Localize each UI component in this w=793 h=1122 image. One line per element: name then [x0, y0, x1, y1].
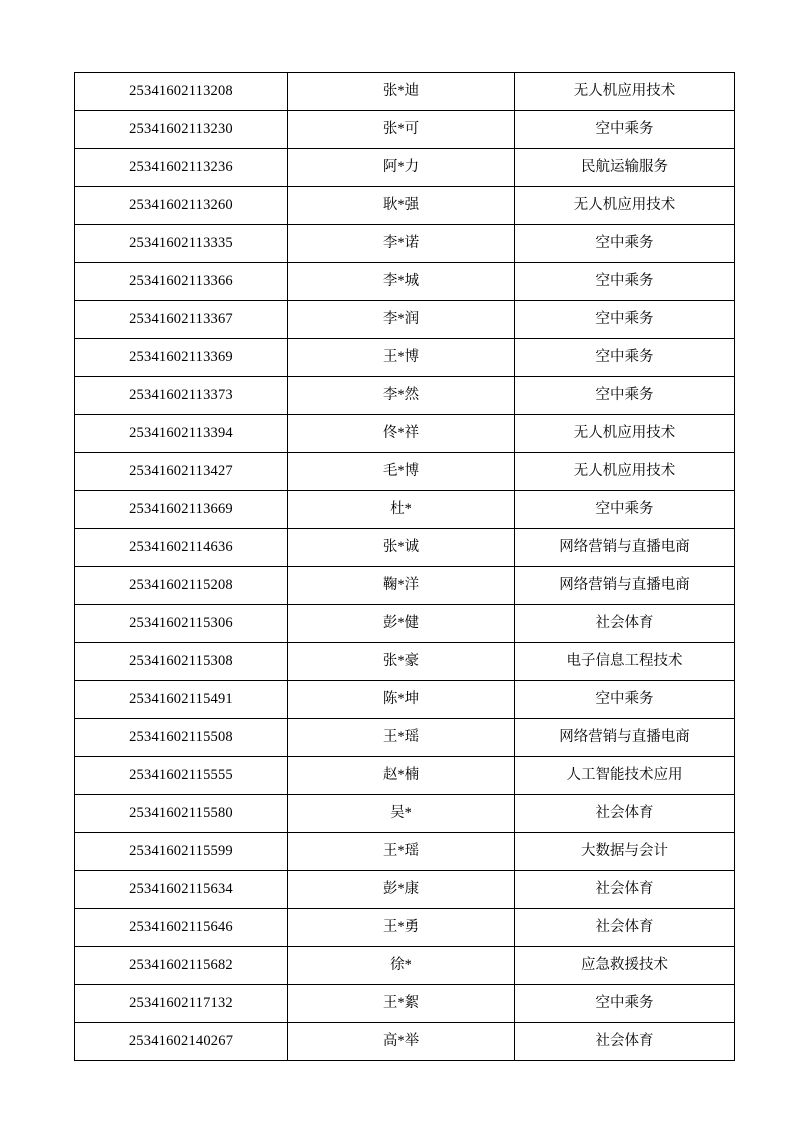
- cell-candidate-id: 25341602115599: [75, 833, 288, 871]
- cell-candidate-id: 25341602115308: [75, 643, 288, 681]
- cell-candidate-id: 25341602115491: [75, 681, 288, 719]
- cell-major: 电子信息工程技术: [515, 643, 735, 681]
- cell-major: 空中乘务: [515, 681, 735, 719]
- table-row: [75, 301, 735, 339]
- cell-name: 李*润: [288, 301, 515, 339]
- cell-major: 无人机应用技术: [515, 415, 735, 453]
- table-row: [75, 339, 735, 377]
- cell-major: 空中乘务: [515, 263, 735, 301]
- table-row: [75, 909, 735, 947]
- table-row: [75, 149, 735, 187]
- cell-candidate-id: 25341602117132: [75, 985, 288, 1023]
- cell-candidate-id: 25341602115634: [75, 871, 288, 909]
- cell-major: 网络营销与直播电商: [515, 719, 735, 757]
- cell-candidate-id: 25341602113208: [75, 73, 288, 111]
- table-row: [75, 757, 735, 795]
- cell-candidate-id: 25341602115508: [75, 719, 288, 757]
- cell-major: 空中乘务: [515, 111, 735, 149]
- cell-major: 人工智能技术应用: [515, 757, 735, 795]
- table-row: [75, 985, 735, 1023]
- cell-name: 张*豪: [288, 643, 515, 681]
- cell-candidate-id: 25341602115682: [75, 947, 288, 985]
- table-row: [75, 947, 735, 985]
- cell-name: 王*瑶: [288, 719, 515, 757]
- cell-name: 高*举: [288, 1023, 515, 1061]
- cell-name: 赵*楠: [288, 757, 515, 795]
- cell-candidate-id: 25341602113367: [75, 301, 288, 339]
- cell-name: 彭*康: [288, 871, 515, 909]
- cell-name: 李*诺: [288, 225, 515, 263]
- cell-major: 无人机应用技术: [515, 453, 735, 491]
- cell-name: 徐*: [288, 947, 515, 985]
- cell-major: 空中乘务: [515, 985, 735, 1023]
- table-row: [75, 643, 735, 681]
- table-row: [75, 453, 735, 491]
- table-body: [75, 73, 735, 1061]
- cell-candidate-id: 25341602115208: [75, 567, 288, 605]
- cell-major: 无人机应用技术: [515, 187, 735, 225]
- cell-major: 应急救援技术: [515, 947, 735, 985]
- cell-major: 社会体育: [515, 605, 735, 643]
- cell-major: 社会体育: [515, 1023, 735, 1061]
- table-row: [75, 111, 735, 149]
- cell-major: 民航运输服务: [515, 149, 735, 187]
- cell-name: 李*然: [288, 377, 515, 415]
- table-row: [75, 187, 735, 225]
- table-row: [75, 225, 735, 263]
- table-row: [75, 605, 735, 643]
- table-row: [75, 377, 735, 415]
- cell-candidate-id: 25341602113427: [75, 453, 288, 491]
- table-row: [75, 871, 735, 909]
- cell-major: 社会体育: [515, 795, 735, 833]
- cell-name: 阿*力: [288, 149, 515, 187]
- table-row: [75, 529, 735, 567]
- cell-candidate-id: 25341602113236: [75, 149, 288, 187]
- cell-candidate-id: 25341602115306: [75, 605, 288, 643]
- cell-candidate-id: 25341602113260: [75, 187, 288, 225]
- cell-major: 空中乘务: [515, 491, 735, 529]
- cell-candidate-id: 25341602140267: [75, 1023, 288, 1061]
- cell-name: 张*迪: [288, 73, 515, 111]
- cell-name: 王*勇: [288, 909, 515, 947]
- table-row: [75, 719, 735, 757]
- table-row: [75, 415, 735, 453]
- cell-name: 陈*坤: [288, 681, 515, 719]
- cell-major: 空中乘务: [515, 301, 735, 339]
- table-row: [75, 1023, 735, 1061]
- cell-name: 毛*博: [288, 453, 515, 491]
- cell-name: 耿*强: [288, 187, 515, 225]
- table-row: [75, 833, 735, 871]
- cell-name: 佟*祥: [288, 415, 515, 453]
- table-row: [75, 73, 735, 111]
- cell-major: 社会体育: [515, 871, 735, 909]
- cell-candidate-id: 25341602113373: [75, 377, 288, 415]
- cell-major: 网络营销与直播电商: [515, 529, 735, 567]
- cell-name: 彭*健: [288, 605, 515, 643]
- cell-candidate-id: 25341602113369: [75, 339, 288, 377]
- cell-name: 王*絮: [288, 985, 515, 1023]
- cell-name: 吴*: [288, 795, 515, 833]
- cell-name: 杜*: [288, 491, 515, 529]
- cell-candidate-id: 25341602115580: [75, 795, 288, 833]
- cell-name: 李*城: [288, 263, 515, 301]
- cell-candidate-id: 25341602115555: [75, 757, 288, 795]
- cell-candidate-id: 25341602114636: [75, 529, 288, 567]
- table-row: [75, 795, 735, 833]
- cell-candidate-id: 25341602113394: [75, 415, 288, 453]
- cell-candidate-id: 25341602115646: [75, 909, 288, 947]
- cell-major: 空中乘务: [515, 339, 735, 377]
- cell-name: 王*瑶: [288, 833, 515, 871]
- cell-major: 空中乘务: [515, 377, 735, 415]
- table-row: [75, 263, 735, 301]
- cell-candidate-id: 25341602113366: [75, 263, 288, 301]
- cell-name: 张*可: [288, 111, 515, 149]
- cell-candidate-id: 25341602113230: [75, 111, 288, 149]
- cell-major: 网络营销与直播电商: [515, 567, 735, 605]
- cell-name: 鞠*洋: [288, 567, 515, 605]
- cell-major: 空中乘务: [515, 225, 735, 263]
- candidate-roster-table: [74, 72, 735, 1061]
- cell-candidate-id: 25341602113335: [75, 225, 288, 263]
- table-row: [75, 491, 735, 529]
- cell-major: 大数据与会计: [515, 833, 735, 871]
- cell-name: 王*博: [288, 339, 515, 377]
- cell-major: 社会体育: [515, 909, 735, 947]
- table-row: [75, 681, 735, 719]
- cell-candidate-id: 25341602113669: [75, 491, 288, 529]
- table-row: [75, 567, 735, 605]
- cell-major: 无人机应用技术: [515, 73, 735, 111]
- cell-name: 张*诚: [288, 529, 515, 567]
